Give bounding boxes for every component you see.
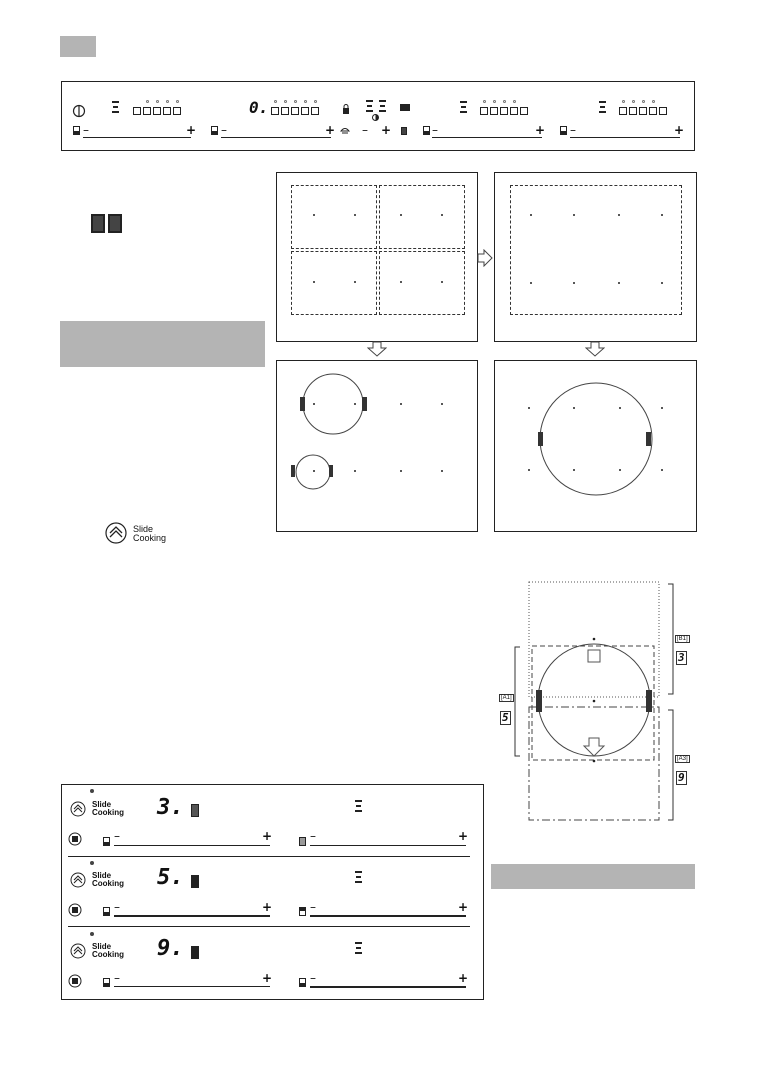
row3-slider2-minus[interactable]: – xyxy=(310,971,316,985)
flex-zone-display-icon xyxy=(91,214,123,234)
hob-large-pan xyxy=(494,360,697,532)
row3-slider2-plus[interactable]: + xyxy=(458,971,469,985)
row2-slide-label-2: Cooking xyxy=(92,879,124,888)
row3-slider2-track[interactable] xyxy=(310,986,466,988)
bridge-icon[interactable] xyxy=(401,127,407,135)
row2-slide-cooking-icon[interactable] xyxy=(70,872,86,888)
row3-mode-icon[interactable] xyxy=(68,974,82,988)
slider3-track[interactable] xyxy=(432,137,542,138)
row1-slide-label-1: Slide xyxy=(92,800,112,809)
timer-icon xyxy=(372,114,379,121)
slider2-plus[interactable]: + xyxy=(325,123,336,137)
row3-slide-label-2: Cooking xyxy=(92,950,124,959)
row2-slider1-icon xyxy=(103,907,110,916)
slider4-minus[interactable]: – xyxy=(570,123,576,137)
zone-rear-right xyxy=(379,251,465,315)
row1-slider1-plus[interactable]: + xyxy=(262,829,273,843)
row2-mode-icon[interactable] xyxy=(68,903,82,917)
slide-zones-drawing xyxy=(498,580,698,825)
slider4-icon xyxy=(560,126,567,135)
row2-slider1-track[interactable] xyxy=(114,915,270,917)
slide-cooking-label xyxy=(133,525,166,543)
row1-zone-indicator xyxy=(191,804,199,817)
section-heading-block-2 xyxy=(491,864,695,889)
row2-level-display: 5. xyxy=(157,865,184,890)
row1-slider1-minus[interactable]: – xyxy=(114,829,120,843)
slider3-minus[interactable]: – xyxy=(432,123,438,137)
row1-level-display: 3. xyxy=(157,795,184,820)
small-pans-drawing xyxy=(277,361,479,533)
slider2-minus[interactable]: – xyxy=(221,123,227,137)
row3-slide-cooking-icon[interactable] xyxy=(70,943,86,959)
row1-slide-label-2: Cooking xyxy=(92,808,124,817)
large-pan-drawing xyxy=(495,361,698,533)
slider4-plus[interactable]: + xyxy=(674,123,685,137)
row2-slider2-plus[interactable]: + xyxy=(458,900,469,914)
arrow-down-right-icon xyxy=(585,341,605,357)
pause-icon[interactable] xyxy=(400,104,410,111)
slide-cooking-line1: Slide xyxy=(133,524,154,534)
panel-row-2 xyxy=(62,857,483,927)
row3-indicator-dot xyxy=(90,932,94,936)
row1-slider2-plus[interactable]: + xyxy=(458,829,469,843)
row3-slide-label-1: Slide xyxy=(92,942,112,951)
row3-slider1-icon xyxy=(103,978,110,987)
zone-full xyxy=(510,185,682,315)
row2-indicator-dot xyxy=(90,861,94,865)
slider1-minus[interactable]: – xyxy=(83,123,89,137)
slider1-icon xyxy=(73,126,80,135)
slide-cooking-icon xyxy=(105,522,127,544)
row2-slider2-icon xyxy=(299,907,306,916)
row2-slider2-track[interactable] xyxy=(310,915,466,917)
label-a1: [A1] xyxy=(501,695,512,701)
row2-slider1-minus[interactable]: – xyxy=(114,900,120,914)
row1-slider2-minus[interactable]: – xyxy=(310,829,316,843)
row1-slider2-track[interactable] xyxy=(310,845,466,846)
section-heading-block xyxy=(60,321,265,367)
slider2-track[interactable] xyxy=(221,137,331,138)
zone-front-left xyxy=(291,185,377,249)
slider2-icon xyxy=(211,126,218,135)
row3-slider1-plus[interactable]: + xyxy=(262,971,273,985)
row1-slider1-track[interactable] xyxy=(114,845,270,846)
slider1-plus[interactable]: + xyxy=(186,123,197,137)
row3-level-display: 9. xyxy=(157,936,184,961)
power-icon[interactable] xyxy=(72,104,86,118)
keep-warm-icon[interactable] xyxy=(340,125,350,135)
value-a3: 9 xyxy=(678,771,685,784)
value-a1: 5 xyxy=(502,711,509,724)
arrow-right-icon xyxy=(477,249,493,267)
slider3-plus[interactable]: + xyxy=(535,123,546,137)
row3-slider2-icon xyxy=(299,978,306,987)
slide-zones-diagram xyxy=(498,580,698,825)
arrow-down-left-icon xyxy=(367,341,387,357)
control-panel xyxy=(61,81,695,151)
panel-row-3 xyxy=(62,928,483,998)
label-a3: [A3] xyxy=(677,756,688,762)
slide-cooking-line2: Cooking xyxy=(133,533,167,543)
panel-row-1 xyxy=(62,785,483,855)
slider3-icon xyxy=(423,126,430,135)
row1-indicator-dot xyxy=(90,789,94,793)
slide-cooking-panel xyxy=(61,784,484,1000)
slider1-track[interactable] xyxy=(83,137,191,138)
lock-icon[interactable] xyxy=(342,104,350,114)
row2-slide-label-1: Slide xyxy=(92,871,112,880)
row1-slider1-icon xyxy=(103,837,110,846)
row1-slide-cooking-icon[interactable] xyxy=(70,801,86,817)
slider4-track[interactable] xyxy=(570,137,680,138)
hob-single-zone xyxy=(494,172,697,342)
row2-slider1-plus[interactable]: + xyxy=(262,900,273,914)
row3-zone-indicator xyxy=(191,946,199,959)
label-b1: [B1] xyxy=(677,636,688,642)
row3-slider1-track[interactable] xyxy=(114,986,270,987)
row3-slider1-minus[interactable]: – xyxy=(114,971,120,985)
hob-small-pans xyxy=(276,360,478,532)
timer-display: 0. xyxy=(249,98,269,117)
zone-rear-left xyxy=(291,251,377,315)
hob-four-zones xyxy=(276,172,478,342)
center-minus[interactable]: – xyxy=(362,123,368,137)
row2-slider2-minus[interactable]: – xyxy=(310,900,316,914)
row-divider-2 xyxy=(68,926,470,927)
center-plus[interactable]: + xyxy=(381,123,392,137)
row2-zone-indicator xyxy=(191,875,199,888)
zone-front-right xyxy=(379,185,465,249)
value-b1: 3 xyxy=(678,651,685,664)
row1-slider2-icon xyxy=(299,837,306,846)
row1-mode-icon[interactable] xyxy=(68,832,82,846)
page-tab xyxy=(60,36,96,57)
